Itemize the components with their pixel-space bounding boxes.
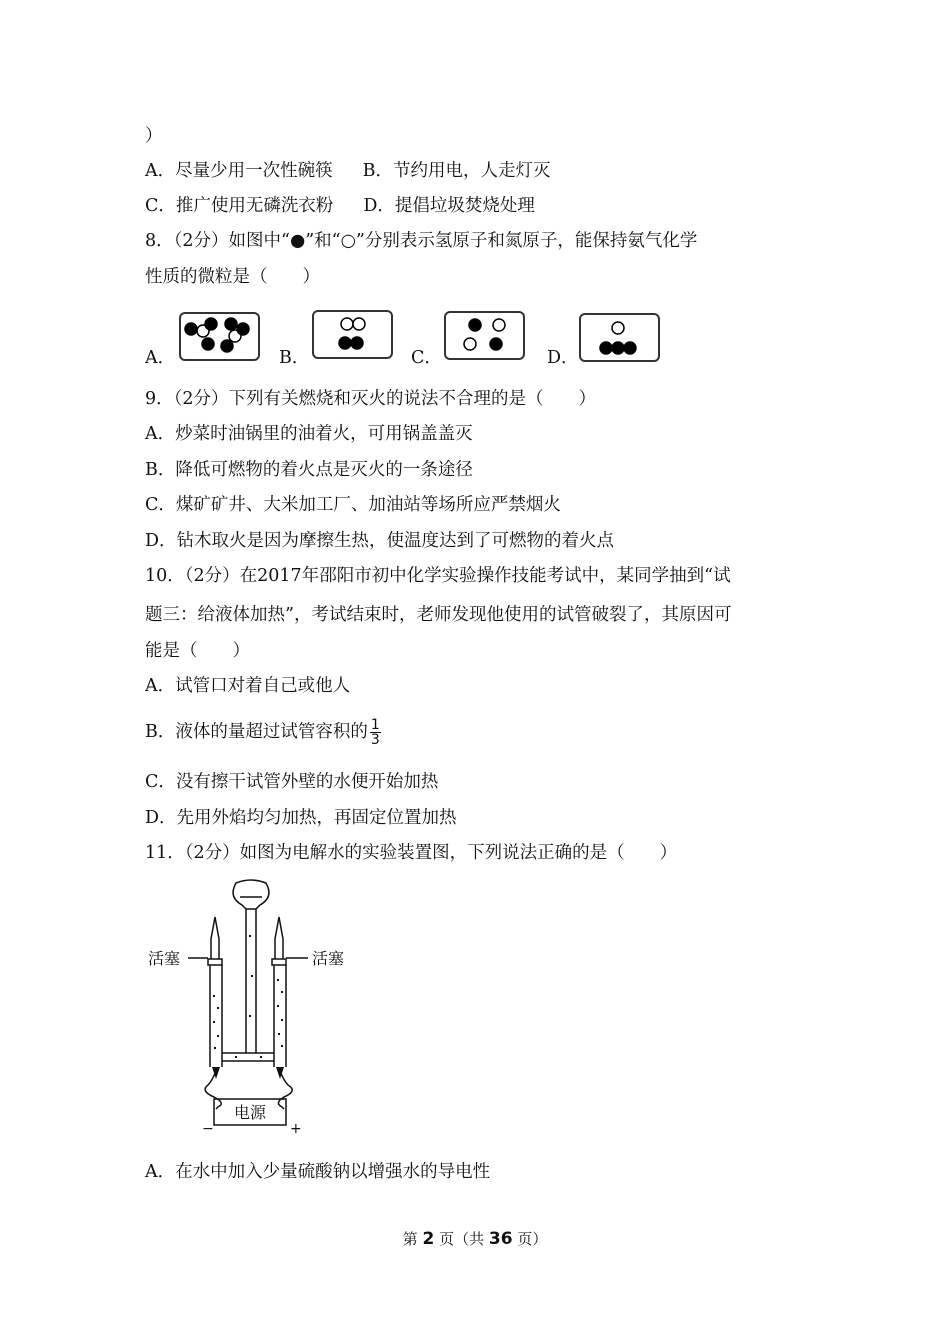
left-wire — [205, 1071, 221, 1109]
q8-stem-line2: 性质的微粒是（ ） — [145, 267, 320, 287]
positive-terminal: + — [290, 1121, 302, 1137]
q11-stem: 11．（2分）如图为电解水的实验装置图，下列说法正确的是（ ） — [145, 843, 678, 863]
funnel-reservoir — [233, 880, 269, 909]
q8-option-a-molecule-diagram — [181, 314, 258, 359]
q10-option-b-text: B．液体的量超过试管容积的 — [145, 722, 368, 742]
q8-option-c-molecule-diagram — [446, 313, 523, 358]
q7-option-b: B．节约用电，人走灯灭 — [362, 161, 551, 181]
q8-option-b-molecule-box — [312, 310, 393, 359]
q7-option-d: D．提倡垃圾焚烧处理 — [363, 196, 535, 216]
total-page-count: 36 — [488, 1229, 513, 1249]
q8-option-b-label: B． — [279, 348, 310, 368]
q10-stem-line1: 10．（2分）在2017年邵阳市初中化学实验操作技能考试中，某同学抽到“试 — [145, 566, 731, 586]
q7-options-row-1 — [145, 159, 551, 183]
q10-stem-line3: 能是（ ） — [145, 641, 250, 661]
q9-option-d: D．钻木取火是因为摩擦生热，使温度达到了可燃物的着火点 — [145, 531, 615, 551]
q9-option-b: B．降低可燃物的着火点是灭火的一条途径 — [145, 460, 473, 480]
q7-stem-tail: ） — [145, 126, 163, 146]
right-stopcock — [272, 959, 286, 965]
q8-option-c-molecule-box — [444, 311, 525, 360]
left-stopcock-label: 活塞 — [148, 949, 181, 968]
negative-terminal: − — [202, 1121, 214, 1137]
q7-options-row-2 — [145, 194, 535, 218]
q8-option-d-molecule-diagram — [581, 315, 658, 360]
q8-option-d-molecule-box — [579, 313, 660, 362]
q8-option-a-molecule-box — [179, 312, 260, 361]
power-source-label: 电源 — [234, 1103, 267, 1122]
q8-option-a-label: A． — [145, 348, 176, 368]
electrolysis-apparatus-diagram — [140, 875, 360, 1137]
q7-option-c: C．推广使用无磷洗衣粉 — [145, 196, 334, 216]
q9-stem: 9．（2分）下列有关燃烧和灭火的说法不合理的是（ ） — [145, 389, 597, 409]
q8-option-b-molecule-diagram — [314, 312, 391, 357]
fraction-numerator: 1 — [370, 717, 380, 733]
q7-option-a: A．尽量少用一次性碗筷 — [145, 161, 333, 181]
q10-stem-line2: 题三：给液体加热”，考试结束时，老师发现他使用的试管破裂了，其原因可 — [145, 605, 732, 625]
right-stopcock-label: 活塞 — [312, 949, 345, 968]
footer-prefix: 第 — [402, 1230, 418, 1248]
q10-option-a: A．试管口对着自己或他人 — [145, 676, 351, 696]
current-page-number: 2 — [422, 1229, 435, 1249]
footer-middle: 页（共 — [439, 1230, 485, 1248]
fraction-one-third — [370, 718, 381, 747]
q8-stem-line1: 8．（2分）如图中“●”和“○”分别表示氢原子和氮原子，能保持氨气化学 — [145, 231, 698, 251]
q9-option-c: C．煤矿矿井、大米加工厂、加油站等场所应严禁烟火 — [145, 495, 561, 515]
q8-option-c-label: C． — [411, 348, 442, 368]
left-stopcock — [208, 959, 222, 965]
footer-suffix: 页） — [517, 1230, 548, 1248]
q10-option-c: C．没有擦干试管外壁的水便开始加热 — [145, 772, 439, 792]
left-tube-top — [211, 917, 219, 959]
q8-option-d-label: D． — [547, 348, 579, 368]
q10-option-b — [145, 718, 381, 747]
fraction-denominator: 3 — [370, 732, 380, 748]
q11-option-a: A．在水中加入少量硫酸钠以增强水的导电性 — [145, 1162, 491, 1182]
right-tube-top — [275, 917, 283, 959]
q9-option-a: A．炒菜时油锅里的油着火，可用锅盖盖灭 — [145, 424, 473, 444]
q10-option-d: D．先用外焰均匀加热，再固定位置加热 — [145, 808, 457, 828]
page-footer — [0, 1227, 950, 1251]
